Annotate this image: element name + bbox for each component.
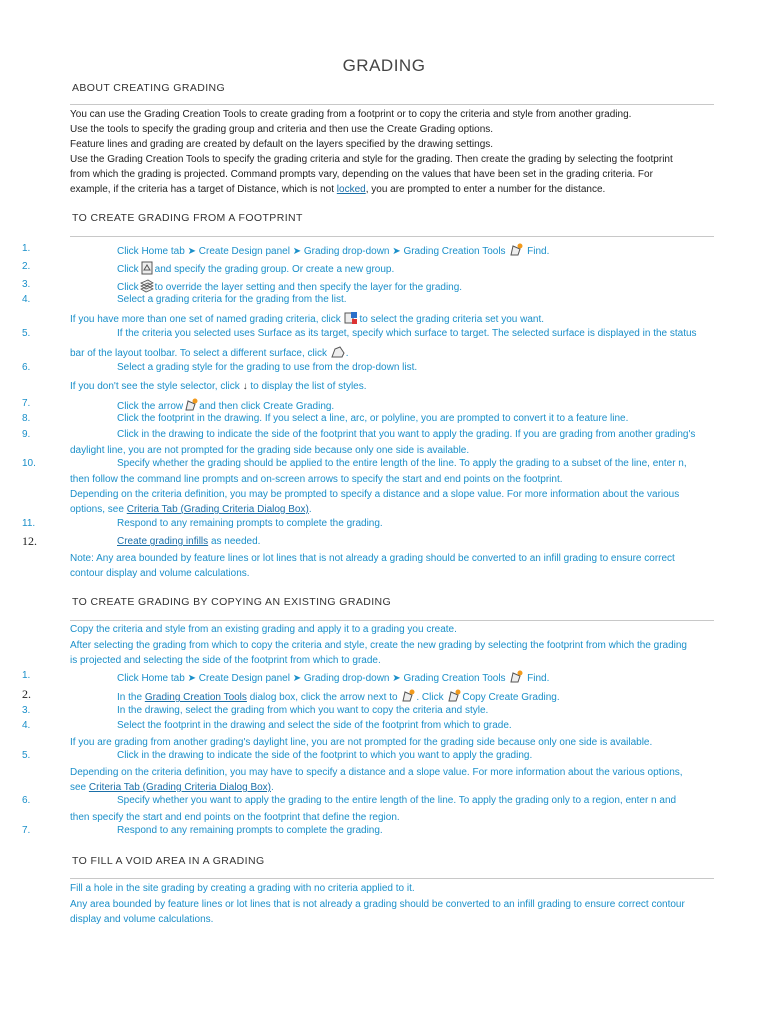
footprint-step-6-detail: If you don't see the style selector, click ↓ to display the list of styles. [70,381,367,392]
footprint-note: Note: Any area bounded by feature lines or lot lines that is not already a grading should be converted to an infill grading to ensure correct [70,553,675,564]
step-number: 6. [22,795,31,806]
footprint-step-10-detail: Depending on the criteria definition, you may be prompted to specify a distance and a slope value. For more information about the various [70,489,680,500]
copying-step-4: Select the footprint in the drawing and select the side of the footprint from which to grade. [117,720,512,731]
footprint-step-10-detail: options, see Criteria Tab (Grading Criteria Dialog Box). [70,504,312,515]
footprint-step-4-detail: If you have more than one set of named grading criteria, click to select the grading criteria set you want. [70,311,720,327]
footprint-step-10: Specify whether the grading should be applied to the entire length of the line. To apply the grading to a subset of the line, enter n, [117,458,687,469]
copying-step-6-detail: then specify the start and end points on the footprint that define the region. [70,812,400,823]
step-number: 12. [22,534,37,548]
grading-group-icon[interactable] [140,261,154,275]
void-line: Fill a hole in the site grading by creating a grading with no criteria applied to it. [70,883,415,894]
arrow-right-icon: ➤ [392,246,401,257]
create-grading-infills-link[interactable]: Create grading infills [117,536,209,547]
footprint-step-5-detail: bar of the layout toolbar. To select a different surface, click . [70,345,720,361]
step-number: 11. [22,518,36,529]
arrow-right-icon: ➤ [292,246,302,257]
create-grading-arrow-icon[interactable] [184,398,198,412]
copying-step-2: In the Grading Creation Tools dialog box, click the arrow next to . Click Copy Create Grading. [117,689,560,703]
locked-link[interactable]: locked [336,184,366,195]
page-title: GRADING [342,56,426,75]
footprint-step-11: Respond to any remaining prompts to complete the grading. [117,518,383,529]
copying-step-4-detail: If you are grading from another grading's daylight line, you are not prompted for the grading side because only one side is available. [70,737,653,748]
void-line: Any area bounded by feature lines or lot lines that is not already a grading should be converted to an infill grading to ensure correct contour [70,899,685,910]
footprint-step-12: Create grading infills as needed. [117,536,261,547]
copying-step-6: Specify whether you want to apply the grading to the entire length of the line. To apply the grading only to a region, enter n and [117,795,677,806]
step-number: 1. [22,243,31,254]
step-number: 10. [22,458,36,469]
about-line: Use the tools to specify the grading group and criteria and then use the Create Grading options. [70,124,494,135]
step-number: 3. [22,705,31,716]
step-number: 8. [22,413,31,424]
copying-step-3: In the drawing, select the grading from which you want to copy the criteria and style. [117,705,489,716]
copy-create-grading-icon[interactable] [447,689,461,703]
step-number: 1. [22,670,31,681]
footprint-step-5: If the criteria you selected uses Surface as its target, specify which surface to target. The selected surface is displayed in the status [117,328,697,339]
step-number: 3. [22,279,31,290]
copying-intro: is projected and selecting the side of the footprint from which to grade. [70,655,381,666]
section-heading-void: TO FILL A VOID AREA IN A GRADING [72,855,265,867]
step-number: 4. [22,294,31,305]
about-line: Feature lines and grading are created by default on the layers specified by the drawing settings. [70,139,494,150]
step-number: 9. [22,429,31,440]
copying-step-7: Respond to any remaining prompts to complete the grading. [117,825,383,836]
about-line: Use the Grading Creation Tools to specify the grading criteria and style for the grading. Then create the grading by selecting the footprint [70,154,673,165]
about-line: You can use the Grading Creation Tools to create grading from a footprint or to copy the criteria and style from another grading. [70,109,632,120]
footprint-step-7: Click the arrow and then click Create Grading. [117,398,334,412]
divider [70,104,714,105]
footprint-note: contour display and volume calculations. [70,568,250,579]
copying-step-5: Click in the drawing to indicate the side of the footprint to which you want to apply the grading. [117,750,533,761]
void-line: display and volume calculations. [70,914,214,925]
step-number: 5. [22,750,31,761]
copying-step-5-detail: see Criteria Tab (Grading Criteria Dialog Box). [70,782,274,793]
copying-intro: After selecting the grading from which to copy the criteria and style, create the new grading by selecting the footprint from which the grading [70,640,687,651]
double-chevron-down-icon[interactable]: ↓ [242,381,248,392]
criteria-set-icon[interactable] [344,311,358,325]
grading-creation-tools-icon[interactable] [509,670,523,684]
footprint-step-8: Click the footprint in the drawing. If you select a line, arc, or polyline, you are prompted to convert it to a feature line. [117,413,629,424]
about-line: from which the grading is projected. Command prompts vary, depending on the values that have been set in the grading criteria. For [70,169,653,180]
footprint-step-6: Select a grading style for the grading to use from the drop-down list. [117,362,418,373]
divider [70,236,714,237]
arrow-right-icon: ➤ [187,246,196,257]
footprint-step-9: Click in the drawing to indicate the side of the footprint that you want to apply the grading. If you are grading from another grading's [117,429,696,440]
about-paragraph [70,107,718,197]
surface-icon[interactable] [331,345,345,359]
copying-step-5-detail: Depending on the criteria definition, you may have to specify a distance and a slope value. For more information about the various options, [70,767,683,778]
step-number: 5. [22,328,31,339]
criteria-tab-link[interactable]: Criteria Tab (Grading Criteria Dialog Box) [126,504,309,515]
about-line: example, if the criteria has a target of Distance, which is not locked, you are prompted to enter a number for the distance. [70,184,606,195]
section-heading-copying: TO CREATE GRADING BY COPYING AN EXISTING GRADING [72,596,392,608]
divider [70,620,714,621]
step-number: 7. [22,398,31,409]
step-number: 4. [22,720,31,731]
footprint-step-1: Click Home tab ➤ Create Design panel ➤ Grading drop-down ➤ Grading Creation Tools Find. [117,243,549,257]
arrow-right-icon: ➤ [187,673,196,684]
footprint-step-4: Select a grading criteria for the grading from the list. [117,294,347,305]
copying-step-1: Click Home tab ➤ Create Design panel ➤ Grading drop-down ➤ Grading Creation Tools Find. [117,670,549,684]
step-number: 2. [22,687,31,701]
criteria-tab-link[interactable]: Criteria Tab (Grading Criteria Dialog Box) [88,782,272,793]
step-number: 6. [22,362,31,373]
create-grading-icon[interactable] [401,689,415,703]
footprint-step-9-detail: daylight line, you are not prompted for the grading side because only one side is available. [70,445,470,456]
footprint-step-2: Click and specify the grading group. Or create a new group. [117,261,394,275]
arrow-right-icon: ➤ [392,673,401,684]
step-number: 2. [22,261,31,272]
step-number: 7. [22,825,31,836]
copying-intro: Copy the criteria and style from an existing grading and apply it to a grading you create. [70,624,457,635]
section-heading-footprint: TO CREATE GRADING FROM A FOOTPRINT [72,212,303,224]
layer-icon[interactable] [140,279,154,293]
divider [70,878,714,879]
arrow-right-icon: ➤ [292,673,302,684]
section-heading-about: ABOUT CREATING GRADING [72,82,226,94]
footprint-step-10-detail: then follow the command line prompts and on-screen arrows to specify the start and end points on the footprint. [70,474,563,485]
footprint-step-3: Click to override the layer setting and then specify the layer for the grading. [117,279,462,293]
grading-creation-tools-icon[interactable] [509,243,523,257]
grading-creation-tools-link[interactable]: Grading Creation Tools [144,692,247,703]
